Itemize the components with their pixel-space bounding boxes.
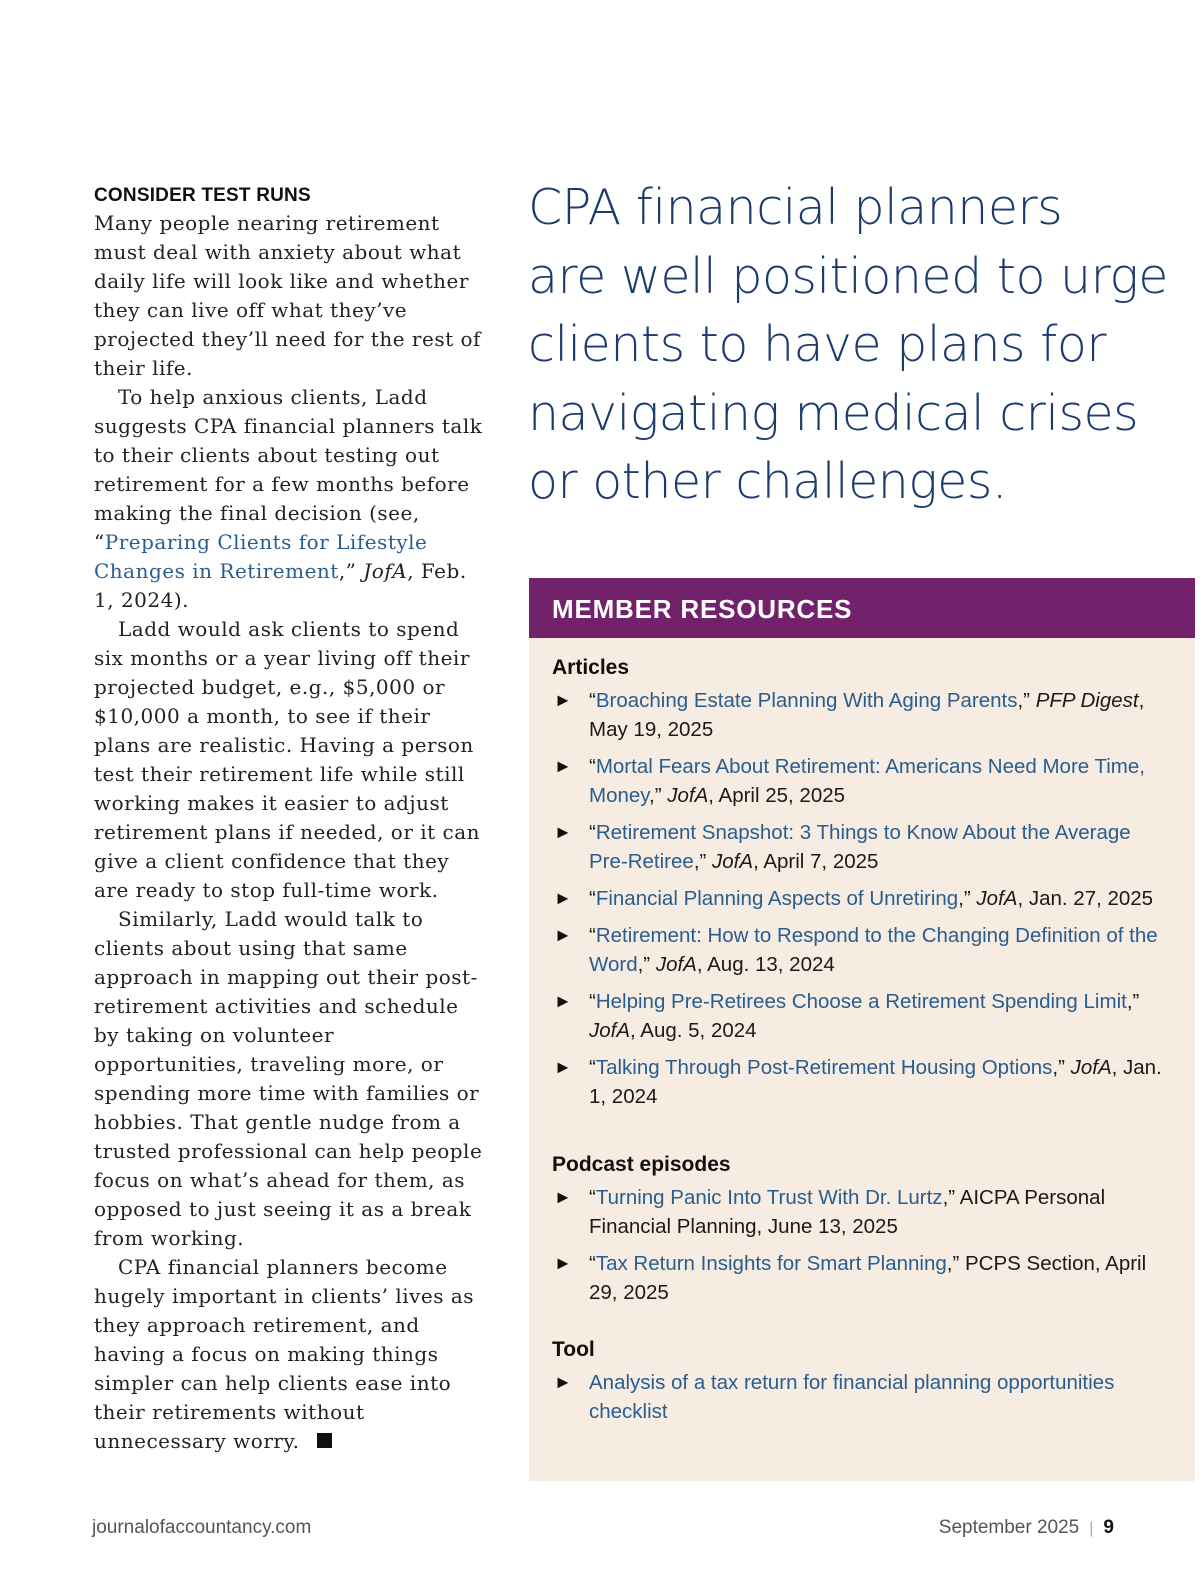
paragraph-1: Many people nearing retirement must deal with anxiety about what daily life will look like and whether they can live off what they’ve projected they’ll need for the rest of their life. bbox=[94, 211, 481, 380]
resource-punct: ,” bbox=[649, 784, 668, 807]
pull-quote-line: clients to have plans for bbox=[528, 316, 1107, 373]
resource-date: , May 19, 2025 bbox=[589, 689, 1145, 741]
resource-punct: ,” bbox=[1017, 689, 1036, 712]
pull-quote-line: or other challenges. bbox=[528, 453, 1007, 510]
bullet-arrow-icon: ► bbox=[554, 925, 572, 945]
resource-publication: JofA bbox=[976, 887, 1018, 910]
resource-punct: ,” bbox=[637, 953, 656, 976]
resource-item bbox=[552, 752, 1175, 810]
resource-publication: JofA bbox=[1070, 1056, 1112, 1079]
resource-link[interactable]: Helping Pre-Retirees Choose a Retirement Spending Limit bbox=[595, 990, 1127, 1013]
quote-mark: “ bbox=[589, 689, 596, 712]
resource-date: , Jan. 27, 2025 bbox=[1017, 887, 1154, 910]
footer-site: journalofaccountancy.com bbox=[92, 1517, 312, 1538]
bullet-arrow-icon: ► bbox=[554, 822, 572, 842]
section-heading: CONSIDER TEST RUNS bbox=[94, 185, 311, 206]
resource-link[interactable]: Broaching Estate Planning With Aging Parents bbox=[595, 689, 1018, 712]
preparing-clients-link[interactable]: Preparing Clients for Lifestyle Changes in Retirement bbox=[94, 530, 428, 583]
articles-title: Articles bbox=[552, 656, 630, 679]
member-resources-header: MEMBER RESOURCES bbox=[529, 578, 1195, 638]
resource-punct: ,” bbox=[1126, 990, 1140, 1013]
resource-link[interactable]: Turning Panic Into Trust With Dr. Lurtz bbox=[595, 1186, 943, 1209]
paragraph-5 bbox=[94, 1253, 486, 1456]
resource-link[interactable]: Financial Planning Aspects of Unretiring bbox=[595, 887, 959, 910]
paragraph-4: Similarly, Ladd would talk to clients about using that same approach in mapping out their post-retirement activities and schedule by taking on volunteer opportunities, traveling more, or spending more time with families or hobbies. That gentle nudge from a trusted professional can help people focus on what’s ahead for them, as opposed to just seeing it as a break from working. bbox=[94, 907, 483, 1250]
quote-mark: “ bbox=[589, 1186, 596, 1209]
resource-link[interactable]: Talking Through Post-Retirement Housing Options bbox=[595, 1056, 1053, 1079]
resource-link[interactable]: Retirement Snapshot: 3 Things to Know About the Average Pre-Retiree bbox=[589, 821, 1131, 873]
pull-quote-line: CPA financial planners bbox=[528, 179, 1063, 236]
quote-mark: “ bbox=[589, 755, 596, 778]
resource-publication: JofA bbox=[667, 784, 709, 807]
pull-quote-line: are well positioned to urge bbox=[528, 247, 1168, 305]
paragraph-3: Ladd would ask clients to spend six months or a year living off their projected budget, e.g., $5,000 or $10,000 a month, to see if their plans are realistic. Having a person test their retirement life while still working makes it easier to adjust retirement plans if needed, or it can give a client confidence that they are ready to stop full-time work. bbox=[94, 617, 481, 902]
resource-date: , Jan. 1, 2024 bbox=[589, 1056, 1162, 1108]
pull-quote-line: navigating medical crises bbox=[528, 384, 1139, 442]
quote-mark: “ bbox=[589, 1056, 596, 1079]
resource-item bbox=[552, 921, 1175, 979]
end-of-article-icon bbox=[317, 1433, 332, 1448]
podcasts-title: Podcast episodes bbox=[552, 1153, 731, 1176]
resource-date: , April 25, 2025 bbox=[708, 784, 846, 807]
bullet-arrow-icon: ► bbox=[554, 1372, 572, 1392]
quote-mark: “ bbox=[589, 821, 596, 844]
tools-list bbox=[552, 1368, 1175, 1426]
resource-link[interactable]: Mortal Fears About Retirement: Americans Need More Time, Money bbox=[589, 755, 1145, 807]
bullet-arrow-icon: ► bbox=[554, 1253, 572, 1273]
resource-date: ,” PCPS Section, April 29, 2025 bbox=[589, 1252, 1147, 1304]
tools-group bbox=[552, 1336, 1175, 1426]
resource-date: , April 7, 2025 bbox=[753, 850, 879, 873]
resource-punct: ,” bbox=[1052, 1056, 1071, 1079]
paragraph-2 bbox=[94, 383, 486, 615]
bullet-arrow-icon: ► bbox=[554, 690, 572, 710]
articles-list bbox=[552, 686, 1175, 1111]
footer-issue: September 2025 bbox=[938, 1517, 1080, 1538]
podcasts-list bbox=[552, 1183, 1175, 1307]
resource-date: ,” AICPA Personal Financial Planning, June 13, 2025 bbox=[589, 1186, 1106, 1238]
bullet-arrow-icon: ► bbox=[554, 756, 572, 776]
bullet-arrow-icon: ► bbox=[554, 1057, 572, 1077]
paragraph-2-date: , Feb. 1, 2024). bbox=[94, 559, 467, 612]
bullet-arrow-icon: ► bbox=[554, 888, 572, 908]
quote-mark: “ bbox=[589, 1252, 596, 1275]
resource-publication: JofA bbox=[655, 953, 697, 976]
resource-item bbox=[552, 884, 1175, 913]
quote-mark: “ bbox=[589, 990, 596, 1013]
resource-item bbox=[552, 1249, 1175, 1307]
resource-link[interactable]: Retirement: How to Respond to the Changing Definition of the Word bbox=[589, 924, 1158, 976]
paragraph-2-text: To help anxious clients, Ladd suggests CPA financial planners talk to their clients about testing out retirement for a few months before making the final decision (see, “ bbox=[94, 385, 483, 554]
bullet-arrow-icon: ► bbox=[554, 1187, 572, 1207]
resource-link[interactable]: Analysis of a tax return for financial planning opportunities checklist bbox=[589, 1371, 1115, 1423]
quote-mark: “ bbox=[589, 924, 596, 947]
resource-item bbox=[552, 1183, 1175, 1241]
tool-title: Tool bbox=[552, 1338, 595, 1361]
resource-publication: JofA bbox=[712, 850, 754, 873]
resource-item bbox=[552, 686, 1175, 744]
paragraph-5-text: CPA financial planners become hugely important in clients’ lives as they approach retirement, and having a focus on making things simpler can help clients ease into their retirements without unnecessary worry. bbox=[94, 1255, 475, 1453]
bullet-arrow-icon: ► bbox=[554, 991, 572, 1011]
footer-page-info bbox=[939, 1517, 1114, 1539]
footer-separator: | bbox=[1089, 1520, 1094, 1537]
resource-item bbox=[552, 1053, 1175, 1111]
resource-date: , Aug. 13, 2024 bbox=[696, 953, 835, 976]
quote-mark: “ bbox=[589, 887, 596, 910]
resource-punct: ,” bbox=[693, 850, 713, 873]
article-column bbox=[94, 184, 486, 1456]
pull-quote bbox=[528, 174, 1168, 517]
articles-group bbox=[552, 654, 1175, 1111]
member-resources-body bbox=[529, 638, 1195, 1426]
resource-publication: PFP Digest bbox=[1035, 689, 1139, 712]
member-resources-box bbox=[529, 578, 1195, 1481]
podcasts-group bbox=[552, 1151, 1175, 1307]
article-body bbox=[94, 209, 486, 1456]
resource-item bbox=[552, 987, 1175, 1045]
resource-punct: ,” bbox=[958, 887, 977, 910]
publication-name: JofA bbox=[363, 559, 408, 583]
resource-item bbox=[552, 818, 1175, 876]
page-number: 9 bbox=[1103, 1517, 1114, 1538]
resource-link[interactable]: Tax Return Insights for Smart Planning bbox=[595, 1252, 947, 1275]
resource-publication: JofA bbox=[589, 1019, 631, 1042]
paragraph-2-punct: ,” bbox=[338, 559, 364, 583]
resource-date: , Aug. 5, 2024 bbox=[630, 1019, 757, 1042]
resource-item bbox=[552, 1368, 1175, 1426]
